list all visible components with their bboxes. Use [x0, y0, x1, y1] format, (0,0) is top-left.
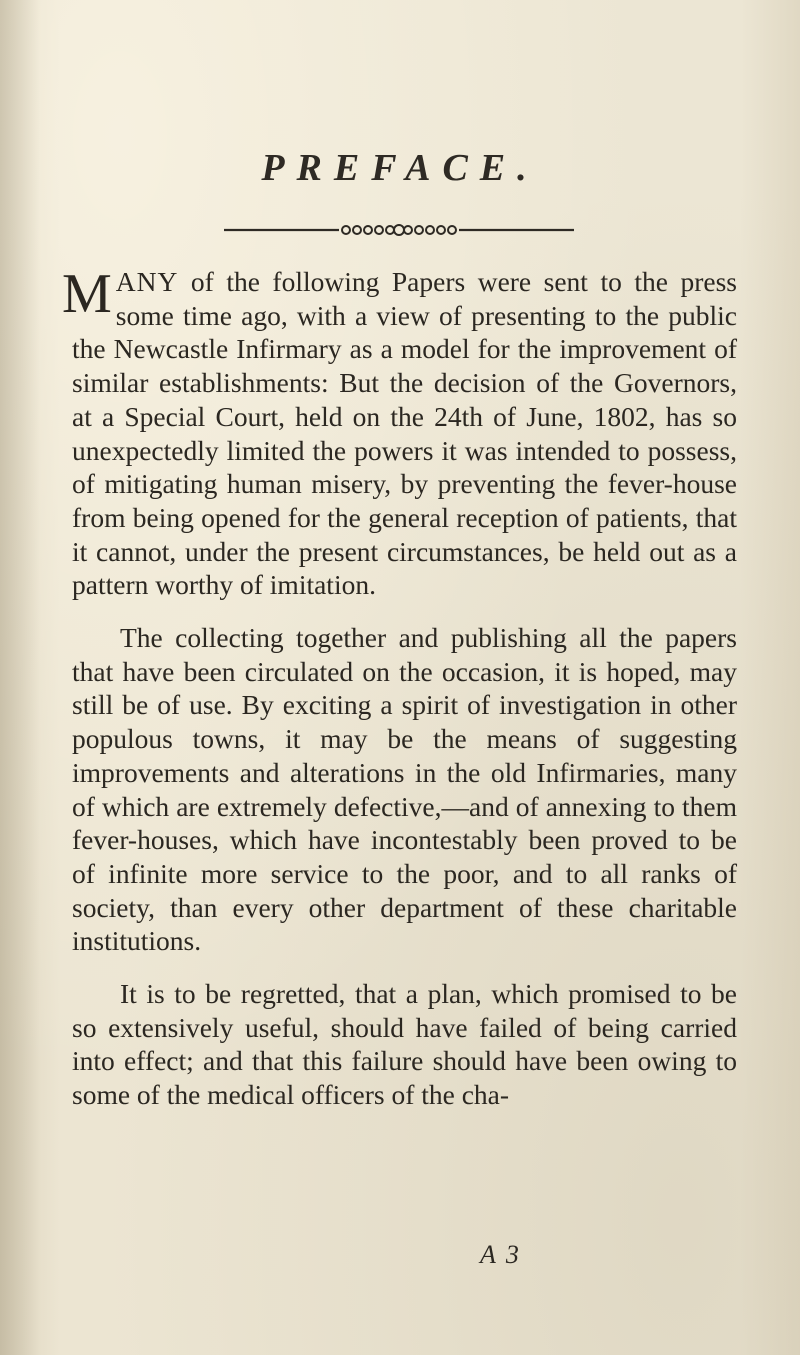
signature-mark: A 3 [480, 1240, 521, 1269]
paragraph-lead-word: ANY [115, 266, 179, 297]
drop-cap: M [62, 263, 112, 325]
paragraph-3: It is to be regretted, that a plan, which promised to be so extensively useful, should have failed of being carried into effect; and that this failure should have been owing to some of the medical officers of the cha- [72, 978, 737, 1111]
paragraph-2: The collecting together and publishing all the papers that have been circulated on the occasion, it is hoped, may still be of use. By exciting a spirit of investigation in other populous towns, it may be the means of suggesting improvements and alterations in the old Infirmaries, many of which are extremely defective,—and of annexing to them fever-houses, which have incontestably been proved to be of infinite more service to the poor, and to all ranks of society, than every other department of these charitable institutions. [72, 622, 737, 957]
paragraph-text: of the following Papers were sent to the press some time ago, with a view of presenting to the public the Newcastle Infirmary as a model for the improvement of similar establishments: But the decision of the Governors, at a Special Court, held on the 24th of June, 1802, has so unexpectedly limited the powers it was intended to possess, of mitigating human misery, by preventing the fever-house from being opened for the general reception of patients, that it cannot, under the present circumstances, be held out as a pattern worthy of imitation. [72, 266, 737, 601]
paragraph-1 [62, 263, 737, 602]
preface-body [62, 263, 737, 1112]
ornament-rule-icon [224, 223, 574, 237]
page-gutter-shadow [0, 0, 40, 1355]
page-title: PREFACE. [261, 147, 539, 189]
